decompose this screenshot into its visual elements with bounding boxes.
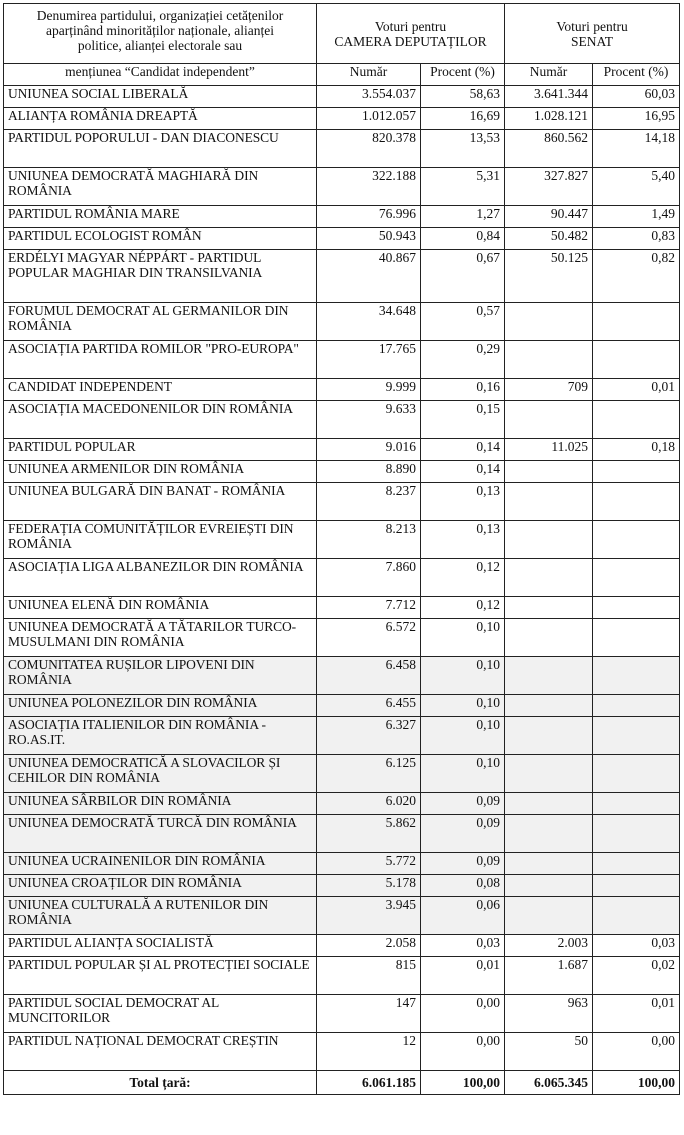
senat-numar-cell [505, 483, 593, 521]
total-senat-procent: 100,00 [593, 1071, 680, 1095]
camera-numar-cell: 76.996 [317, 206, 421, 228]
senat-numar-cell [505, 619, 593, 657]
table-row [4, 439, 680, 461]
party-name-cell: PARTIDUL POPULAR [4, 439, 317, 461]
camera-numar-cell: 6.327 [317, 717, 421, 755]
senat-procent-cell: 0,00 [593, 1033, 680, 1071]
party-name-cell: UNIUNEA DEMOCRATICĂ A SLOVACILOR ȘI CEHILOR DIN ROMÂNIA [4, 755, 317, 793]
camera-procent-cell: 0,14 [421, 461, 505, 483]
camera-numar-cell: 40.867 [317, 250, 421, 303]
party-name-cell: UNIUNEA ARMENILOR DIN ROMÂNIA [4, 461, 317, 483]
total-row [4, 1071, 680, 1095]
senat-procent-cell [593, 897, 680, 935]
table-row [4, 657, 680, 695]
senat-procent-cell: 60,03 [593, 86, 680, 108]
subheader-row [4, 64, 680, 86]
senat-numar-cell: 50.482 [505, 228, 593, 250]
senat-procent-cell: 1,49 [593, 206, 680, 228]
party-name-cell: UNIUNEA BULGARĂ DIN BANAT - ROMÂNIA [4, 483, 317, 521]
camera-numar-cell: 5.178 [317, 875, 421, 897]
party-name-cell: ASOCIAȚIA LIGA ALBANEZILOR DIN ROMÂNIA [4, 559, 317, 597]
party-name-cell: COMUNITATEA RUȘILOR LIPOVENI DIN ROMÂNIA [4, 657, 317, 695]
party-name-cell: UNIUNEA SÂRBILOR DIN ROMÂNIA [4, 793, 317, 815]
senat-procent-cell: 0,01 [593, 379, 680, 401]
table-row [4, 168, 680, 206]
camera-numar-cell: 7.712 [317, 597, 421, 619]
camera-numar-cell: 8.237 [317, 483, 421, 521]
camera-numar-cell: 820.378 [317, 130, 421, 168]
party-name-cell: FORUMUL DEMOCRAT AL GERMANILOR DIN ROMÂNIA [4, 303, 317, 341]
senat-numar-cell [505, 717, 593, 755]
camera-procent-cell: 1,27 [421, 206, 505, 228]
camera-numar-cell: 322.188 [317, 168, 421, 206]
table-row [4, 935, 680, 957]
senat-numar-cell [505, 875, 593, 897]
table-row [4, 559, 680, 597]
table-row [4, 206, 680, 228]
party-name-cell: ALIANȚA ROMÂNIA DREAPTĂ [4, 108, 317, 130]
table-row [4, 483, 680, 521]
camera-procent-cell: 0,13 [421, 483, 505, 521]
table-row [4, 853, 680, 875]
senat-procent-cell: 0,83 [593, 228, 680, 250]
total-camera-procent: 100,00 [421, 1071, 505, 1095]
camera-procent-cell: 0,15 [421, 401, 505, 439]
senat-procent-cell [593, 717, 680, 755]
senat-numar-cell [505, 815, 593, 853]
camera-numar-cell: 8.890 [317, 461, 421, 483]
camera-procent-header: Procent (%) [421, 64, 505, 86]
table-row [4, 619, 680, 657]
senat-numar-cell: 1.687 [505, 957, 593, 995]
table-row [4, 755, 680, 793]
party-name-cell: PARTIDUL POPULAR ȘI AL PROTECȚIEI SOCIALE [4, 957, 317, 995]
senat-numar-cell [505, 597, 593, 619]
senat-numar-cell: 860.562 [505, 130, 593, 168]
table-row [4, 597, 680, 619]
total-label-cell: Total țară: [4, 1071, 317, 1095]
camera-numar-cell: 1.012.057 [317, 108, 421, 130]
senat-numar-cell [505, 695, 593, 717]
senat-procent-cell [593, 815, 680, 853]
party-name-cell: UNIUNEA CROAȚILOR DIN ROMÂNIA [4, 875, 317, 897]
camera-numar-cell: 9.633 [317, 401, 421, 439]
senat-procent-header: Procent (%) [593, 64, 680, 86]
party-name-cell: FEDERAȚIA COMUNITĂȚILOR EVREIEȘTI DIN ROMÂNIA [4, 521, 317, 559]
senat-procent-cell: 5,40 [593, 168, 680, 206]
table-row [4, 303, 680, 341]
total-camera-numar: 6.061.185 [317, 1071, 421, 1095]
senat-numar-cell: 11.025 [505, 439, 593, 461]
senat-numar-cell: 963 [505, 995, 593, 1033]
senat-procent-cell [593, 657, 680, 695]
party-name-cell: UNIUNEA POLONEZILOR DIN ROMÂNIA [4, 695, 317, 717]
party-name-cell: PARTIDUL POPORULUI - DAN DIACONESCU [4, 130, 317, 168]
senat-procent-cell [593, 303, 680, 341]
camera-procent-cell: 0,10 [421, 755, 505, 793]
camera-numar-cell: 9.999 [317, 379, 421, 401]
senat-procent-cell: 0,02 [593, 957, 680, 995]
senat-procent-cell: 14,18 [593, 130, 680, 168]
senat-procent-cell [593, 341, 680, 379]
table-row [4, 717, 680, 755]
camera-procent-cell: 13,53 [421, 130, 505, 168]
table-row [4, 695, 680, 717]
camera-procent-cell: 0,13 [421, 521, 505, 559]
camera-procent-cell: 0,10 [421, 695, 505, 717]
camera-numar-cell: 17.765 [317, 341, 421, 379]
senat-numar-cell [505, 521, 593, 559]
camera-numar-cell: 34.648 [317, 303, 421, 341]
table-row [4, 957, 680, 995]
senat-numar-cell: 90.447 [505, 206, 593, 228]
senat-numar-cell [505, 657, 593, 695]
senat-procent-cell [593, 461, 680, 483]
senat-numar-cell [505, 853, 593, 875]
camera-numar-cell: 815 [317, 957, 421, 995]
senat-numar-cell: 2.003 [505, 935, 593, 957]
senat-procent-cell [593, 597, 680, 619]
table-row [4, 461, 680, 483]
senat-numar-cell: 327.827 [505, 168, 593, 206]
results-table [3, 3, 680, 1095]
party-column-header [4, 4, 317, 64]
senat-header-line: Voturi pentru [556, 18, 628, 34]
party-name-cell: PARTIDUL NAȚIONAL DEMOCRAT CREȘTIN [4, 1033, 317, 1071]
senat-procent-cell: 0,01 [593, 995, 680, 1033]
senat-numar-cell [505, 755, 593, 793]
senat-procent-cell [593, 853, 680, 875]
camera-header-line: Voturi pentru [374, 18, 447, 34]
table-row [4, 897, 680, 935]
party-header-last-line: mențiunea “Candidat independent” [4, 64, 317, 86]
camera-procent-cell: 0,00 [421, 995, 505, 1033]
senat-procent-cell [593, 875, 680, 897]
party-name-cell: UNIUNEA DEMOCRATĂ TURCĂ DIN ROMÂNIA [4, 815, 317, 853]
camera-numar-cell: 3.554.037 [317, 86, 421, 108]
total-senat-numar: 6.065.345 [505, 1071, 593, 1095]
senat-procent-cell [593, 619, 680, 657]
senat-numar-cell [505, 303, 593, 341]
party-name-cell: UNIUNEA ELENĂ DIN ROMÂNIA [4, 597, 317, 619]
party-name-cell: UNIUNEA DEMOCRATĂ MAGHIARĂ DIN ROMÂNIA [4, 168, 317, 206]
camera-procent-cell: 0,10 [421, 717, 505, 755]
camera-numar-cell: 6.125 [317, 755, 421, 793]
senat-procent-cell [593, 559, 680, 597]
camera-numar-cell: 6.020 [317, 793, 421, 815]
table-row [4, 228, 680, 250]
camera-procent-cell: 0,06 [421, 897, 505, 935]
senat-procent-cell [593, 695, 680, 717]
senat-header-line: SENAT [571, 33, 614, 49]
camera-procent-cell: 0,09 [421, 853, 505, 875]
senat-numar-cell [505, 461, 593, 483]
party-name-cell: UNIUNEA CULTURALĂ A RUTENILOR DIN ROMÂNIA [4, 897, 317, 935]
senat-procent-cell [593, 755, 680, 793]
senat-numar-cell [505, 793, 593, 815]
party-name-cell: ASOCIAȚIA ITALIENILOR DIN ROMÂNIA - RO.AS.IT. [4, 717, 317, 755]
party-name-cell: CANDIDAT INDEPENDENT [4, 379, 317, 401]
table-row [4, 379, 680, 401]
camera-numar-cell: 7.860 [317, 559, 421, 597]
camera-numar-cell: 6.572 [317, 619, 421, 657]
camera-procent-cell: 0,29 [421, 341, 505, 379]
senat-numar-cell [505, 559, 593, 597]
header-row [4, 4, 680, 64]
party-name-cell: ASOCIAȚIA PARTIDA ROMILOR "PRO-EUROPA" [4, 341, 317, 379]
party-header-line: Denumirea partidului, organizației cetățenilor [36, 8, 284, 23]
senat-numar-cell: 1.028.121 [505, 108, 593, 130]
camera-numar-cell: 5.772 [317, 853, 421, 875]
party-name-cell: PARTIDUL SOCIAL DEMOCRAT AL MUNCITORILOR [4, 995, 317, 1033]
camera-procent-cell: 0,16 [421, 379, 505, 401]
camera-procent-cell: 0,09 [421, 793, 505, 815]
camera-procent-cell: 0,12 [421, 597, 505, 619]
camera-numar-cell: 2.058 [317, 935, 421, 957]
camera-procent-cell: 0,03 [421, 935, 505, 957]
camera-procent-cell: 0,08 [421, 875, 505, 897]
camera-procent-cell: 58,63 [421, 86, 505, 108]
table-row [4, 250, 680, 303]
camera-procent-cell: 0,10 [421, 657, 505, 695]
party-name-cell: UNIUNEA SOCIAL LIBERALĂ [4, 86, 317, 108]
camera-procent-cell: 0,10 [421, 619, 505, 657]
party-name-cell: UNIUNEA UCRAINENILOR DIN ROMÂNIA [4, 853, 317, 875]
table-row [4, 875, 680, 897]
senat-numar-cell: 50.125 [505, 250, 593, 303]
camera-procent-cell: 0,09 [421, 815, 505, 853]
camera-numar-cell: 9.016 [317, 439, 421, 461]
party-header-line: politice, alianței electorale sau [77, 38, 243, 53]
senat-procent-cell: 0,82 [593, 250, 680, 303]
senat-procent-cell [593, 483, 680, 521]
party-name-cell: ERDÉLYI MAGYAR NÉPPÁRT - PARTIDUL POPULAR MAGHIAR DIN TRANSILVANIA [4, 250, 317, 303]
party-name-cell: UNIUNEA DEMOCRATĂ A TĂTARILOR TURCO-MUSULMANI DIN ROMÂNIA [4, 619, 317, 657]
table-row [4, 521, 680, 559]
senat-procent-cell [593, 401, 680, 439]
camera-numar-cell: 3.945 [317, 897, 421, 935]
camera-numar-cell: 12 [317, 1033, 421, 1071]
table-row [4, 108, 680, 130]
camera-numar-cell: 6.455 [317, 695, 421, 717]
table-row [4, 1033, 680, 1071]
senat-numar-cell: 709 [505, 379, 593, 401]
senat-numar-header: Număr [505, 64, 593, 86]
camera-procent-cell: 16,69 [421, 108, 505, 130]
table-row [4, 130, 680, 168]
party-header-line: aparținând minorităților naționale, alianței [46, 23, 274, 38]
party-name-cell: ASOCIAȚIA MACEDONENILOR DIN ROMÂNIA [4, 401, 317, 439]
senat-procent-cell: 0,18 [593, 439, 680, 461]
senat-procent-cell: 16,95 [593, 108, 680, 130]
senat-procent-cell [593, 521, 680, 559]
camera-numar-cell: 6.458 [317, 657, 421, 695]
table-row [4, 401, 680, 439]
senat-procent-cell [593, 793, 680, 815]
senat-numar-cell [505, 341, 593, 379]
camera-procent-cell: 5,31 [421, 168, 505, 206]
senat-numar-cell [505, 897, 593, 935]
camera-header-line: CAMERA DEPUTAȚILOR [334, 33, 487, 49]
camera-numar-cell: 8.213 [317, 521, 421, 559]
senat-numar-cell [505, 401, 593, 439]
camera-numar-cell: 50.943 [317, 228, 421, 250]
camera-procent-cell: 0,01 [421, 957, 505, 995]
table-row [4, 793, 680, 815]
camera-procent-cell: 0,00 [421, 1033, 505, 1071]
camera-procent-cell: 0,12 [421, 559, 505, 597]
table-row [4, 86, 680, 108]
table-row [4, 995, 680, 1033]
camera-procent-cell: 0,57 [421, 303, 505, 341]
camera-numar-header: Număr [317, 64, 421, 86]
party-name-cell: PARTIDUL ALIANȚA SOCIALISTĂ [4, 935, 317, 957]
party-name-cell: PARTIDUL ROMÂNIA MARE [4, 206, 317, 228]
camera-numar-cell: 5.862 [317, 815, 421, 853]
senat-header [505, 4, 680, 64]
senat-procent-cell: 0,03 [593, 935, 680, 957]
senat-numar-cell: 3.641.344 [505, 86, 593, 108]
camera-procent-cell: 0,14 [421, 439, 505, 461]
camera-procent-cell: 0,67 [421, 250, 505, 303]
camera-numar-cell: 147 [317, 995, 421, 1033]
table-row [4, 341, 680, 379]
camera-procent-cell: 0,84 [421, 228, 505, 250]
table-row [4, 815, 680, 853]
senat-numar-cell: 50 [505, 1033, 593, 1071]
camera-header [317, 4, 505, 64]
party-name-cell: PARTIDUL ECOLOGIST ROMÂN [4, 228, 317, 250]
